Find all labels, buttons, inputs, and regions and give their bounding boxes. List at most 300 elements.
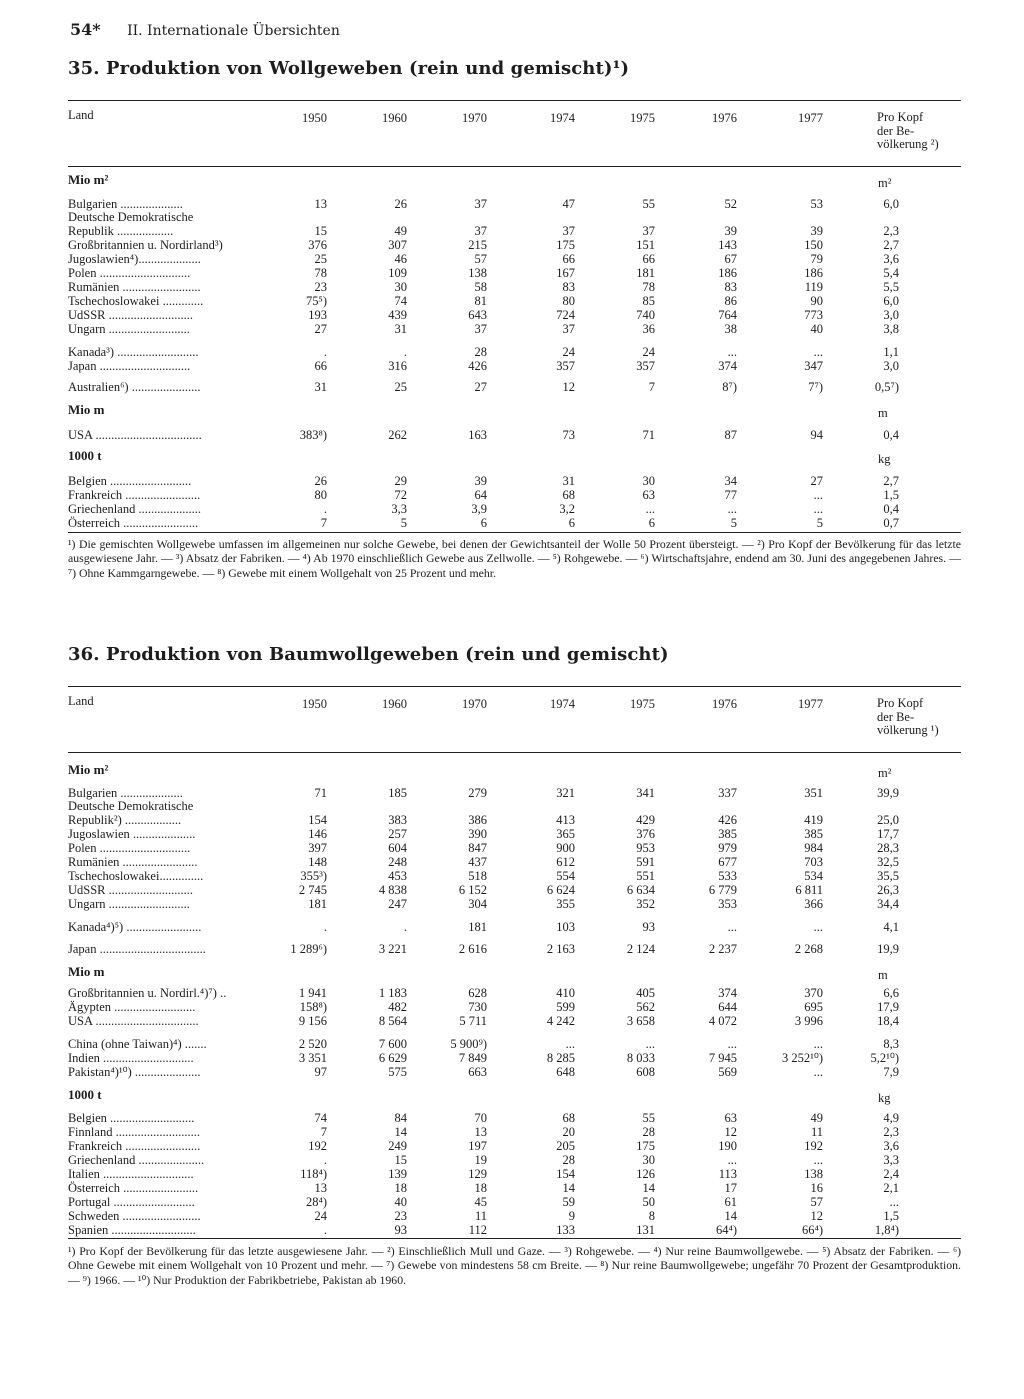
table-row [0, 799, 1024, 813]
row-value: 18,4 [877, 1014, 899, 1028]
row-value: 58 [474, 280, 487, 294]
row-value: 18 [394, 1181, 407, 1195]
row-value: 31 [314, 380, 327, 394]
row-value: 2 163 [546, 942, 575, 956]
row-land: Ägypten .......................... [68, 1000, 196, 1014]
row-value: 193 [308, 308, 327, 322]
table-row [0, 1139, 1024, 1153]
table-row [0, 266, 1024, 280]
header-pro-kopf-line: der Be- [877, 123, 915, 138]
row-value: 3 252¹⁰) [781, 1051, 823, 1065]
row-value: 3,8 [883, 322, 899, 336]
row-value: 75⁵) [305, 294, 327, 308]
row-value: 181 [308, 897, 327, 911]
unit-label: Mio m [68, 402, 105, 417]
table-row [0, 1014, 1024, 1028]
table-row [0, 308, 1024, 322]
row-value: 186 [804, 266, 823, 280]
table-row [0, 1223, 1024, 1237]
row-land: Belgien .......................... [68, 474, 192, 488]
row-land: UdSSR ........................... [68, 883, 194, 897]
row-value: ... [565, 1037, 575, 1051]
row-value: 353 [718, 897, 737, 911]
table-row [0, 345, 1024, 359]
row-value: 36 [642, 322, 655, 336]
row-value: 55 [642, 1111, 655, 1125]
row-value: 87 [724, 428, 737, 442]
row-land: Deutsche Demokratische [68, 210, 194, 224]
row-value: 376 [636, 827, 655, 841]
table-row [0, 502, 1024, 516]
row-value: 148 [308, 855, 327, 869]
row-value: 151 [636, 238, 655, 252]
row-value: 26 [314, 474, 327, 488]
row-value: 551 [636, 869, 655, 883]
row-value: 3 996 [794, 1014, 823, 1028]
row-value: 370 [804, 986, 823, 1000]
row-value: 534 [804, 869, 823, 883]
unit-label: Mio m² [68, 172, 109, 187]
row-land: Jugoslawien .................... [68, 827, 196, 841]
table-row [0, 855, 1024, 869]
row-value: 5 [400, 516, 407, 530]
table-row [0, 827, 1024, 841]
row-value: 385 [718, 827, 737, 841]
section-title: II. Internationale Übersichten [127, 23, 340, 39]
row-value: 390 [468, 827, 487, 841]
table-row [0, 883, 1024, 897]
row-value: 355³) [300, 869, 327, 883]
row-land: Republik²) .................. [68, 813, 182, 827]
row-value: 55 [642, 197, 655, 211]
row-value: 37 [474, 322, 487, 336]
row-value: 5 711 [459, 1014, 487, 1028]
row-value: 34,4 [877, 897, 899, 911]
row-land: Spanien ........................... [68, 1223, 196, 1237]
row-value: 133 [556, 1223, 575, 1237]
row-value: 321 [556, 786, 575, 800]
table-row [0, 920, 1024, 934]
unit-label: 1000 t [68, 1087, 102, 1102]
row-value: 28 [642, 1125, 655, 1139]
row-value: 7⁷) [808, 380, 823, 394]
row-value: 351 [804, 786, 823, 800]
row-value: 3,0 [883, 359, 899, 373]
row-value: 337 [718, 786, 737, 800]
header-pro-kopf-line: Pro Kopf [877, 110, 924, 124]
row-value: 3,0 [883, 308, 899, 322]
row-land: Polen ............................. [68, 266, 191, 280]
row-value: 984 [804, 841, 823, 855]
row-value: 126 [636, 1167, 655, 1181]
row-value: 5 900⁹) [450, 1037, 487, 1051]
row-value: 7 945 [708, 1051, 737, 1065]
table-row [0, 1209, 1024, 1223]
row-value: 27 [810, 474, 823, 488]
table-row [0, 1167, 1024, 1181]
unit-label-per-capita: kg [878, 1091, 891, 1105]
row-value: 413 [556, 813, 575, 827]
row-value: 341 [636, 786, 655, 800]
row-value: 740 [636, 308, 655, 322]
row-value: 2 237 [708, 942, 737, 956]
row-value: 31 [394, 322, 407, 336]
row-value: 2 520 [298, 1037, 327, 1051]
row-land: Polen ............................. [68, 841, 191, 855]
row-value: 163 [468, 428, 487, 442]
row-value: 695 [804, 1000, 823, 1014]
row-land: Bulgarien .................... [68, 786, 183, 800]
row-land: Ungarn .......................... [68, 322, 190, 336]
row-value: 23 [314, 280, 327, 294]
header-pro-kopf [877, 697, 967, 738]
row-value: 703 [804, 855, 823, 869]
header-year: 1975 [630, 111, 655, 125]
row-land: Frankreich ........................ [68, 1139, 201, 1153]
row-land: Pakistan⁴)¹⁰) ..................... [68, 1065, 201, 1079]
unit-label-per-capita: m² [878, 176, 892, 190]
table-row [0, 942, 1024, 956]
row-value: 1 941 [298, 986, 327, 1000]
row-land: USA ................................. [68, 1014, 199, 1028]
row-value: ... [889, 1195, 899, 1209]
row-value: . [403, 345, 407, 359]
row-value: 86 [724, 294, 737, 308]
row-value: 2,7 [883, 474, 899, 488]
row-value: 608 [636, 1065, 655, 1079]
row-value: 49 [810, 1111, 823, 1125]
table-row [0, 869, 1024, 883]
row-value: 59 [562, 1195, 575, 1209]
row-value: 0,7 [883, 516, 899, 530]
row-land: Griechenland ..................... [68, 1153, 205, 1167]
table-35-bottom-rule [68, 532, 961, 533]
unit-label-per-capita: m [878, 968, 888, 982]
unit-label: 1000 t [68, 448, 102, 463]
row-value: 97 [314, 1065, 327, 1079]
row-value: 14 [642, 1181, 655, 1195]
table-row [0, 1195, 1024, 1209]
row-value: 304 [468, 897, 487, 911]
row-value: 900 [556, 841, 575, 855]
row-value: 366 [804, 897, 823, 911]
row-value: 352 [636, 897, 655, 911]
row-value: 6 629 [378, 1051, 407, 1065]
row-value: 74 [314, 1111, 327, 1125]
row-value: 63 [642, 488, 655, 502]
row-value: 437 [468, 855, 487, 869]
row-value: 66 [562, 252, 575, 266]
row-value: 83 [562, 280, 575, 294]
row-value: 158⁸) [299, 1000, 327, 1014]
row-value: 12 [562, 380, 575, 394]
row-land: Kanada³) .......................... [68, 345, 199, 359]
header-year: 1950 [302, 111, 327, 125]
row-value: 5 [730, 516, 737, 530]
row-value: 175 [556, 238, 575, 252]
row-value: 138 [468, 266, 487, 280]
row-value: 19,9 [877, 942, 899, 956]
row-value: 5 [816, 516, 823, 530]
table-row [0, 428, 1024, 442]
row-value: 1,5 [883, 1209, 899, 1223]
row-value: 28,3 [877, 841, 899, 855]
row-value: 31 [562, 474, 575, 488]
row-land: Finnland ........................... [68, 1125, 200, 1139]
row-value: 93 [394, 1223, 407, 1237]
row-value: 426 [468, 359, 487, 373]
row-value: 533 [718, 869, 737, 883]
row-value: 37 [474, 224, 487, 238]
row-value: 14 [724, 1209, 737, 1223]
row-value: 6 [648, 516, 655, 530]
row-value: 0,4 [883, 428, 899, 442]
row-value: 7 849 [458, 1051, 487, 1065]
row-value: 67 [724, 252, 737, 266]
row-land: Republik .................. [68, 224, 174, 238]
row-value: 197 [468, 1139, 487, 1153]
header-year: 1950 [302, 697, 327, 711]
row-value: ... [727, 502, 737, 516]
row-value: 150 [804, 238, 823, 252]
row-value: . [323, 345, 327, 359]
row-value: ... [813, 920, 823, 934]
row-value: 15 [394, 1153, 407, 1167]
header-land: Land [68, 694, 94, 708]
row-value: 13 [314, 1181, 327, 1195]
row-value: 2 745 [298, 883, 327, 897]
row-value: 1 289⁶) [290, 942, 327, 956]
row-land: UdSSR ........................... [68, 308, 194, 322]
row-value: 154 [556, 1167, 575, 1181]
table-row [0, 210, 1024, 224]
row-value: 1,1 [883, 345, 899, 359]
unit-label-per-capita: m² [878, 766, 892, 780]
row-value: 26 [394, 197, 407, 211]
row-value: 365 [556, 827, 575, 841]
table-row [0, 516, 1024, 530]
row-value: 953 [636, 841, 655, 855]
header-year: 1974 [550, 111, 575, 125]
row-value: 2,4 [883, 1167, 899, 1181]
table-row [0, 197, 1024, 211]
row-value: 453 [388, 869, 407, 883]
header-land: Land [68, 108, 94, 122]
header-year: 1960 [382, 111, 407, 125]
row-value: 357 [636, 359, 655, 373]
row-value: 71 [642, 428, 655, 442]
row-value: 307 [388, 238, 407, 252]
row-value: 648 [556, 1065, 575, 1079]
header-pro-kopf-line: Pro Kopf [877, 696, 924, 710]
row-value: 13 [474, 1125, 487, 1139]
row-value: 2 124 [626, 942, 655, 956]
row-land: Schweden ......................... [68, 1209, 201, 1223]
row-value: 146 [308, 827, 327, 841]
table-row [0, 322, 1024, 336]
row-land: Österreich ........................ [68, 516, 199, 530]
table-36-header-rule [68, 752, 961, 753]
row-value: 24 [314, 1209, 327, 1223]
row-value: 6,0 [883, 197, 899, 211]
row-land: Tschechoslowakei.............. [68, 869, 204, 883]
row-land: China (ohne Taiwan)⁴) ....... [68, 1037, 207, 1051]
row-value: ... [645, 502, 655, 516]
header-year: 1976 [712, 111, 737, 125]
row-value: 724 [556, 308, 575, 322]
row-value: 0,4 [883, 502, 899, 516]
row-value: 30 [394, 280, 407, 294]
row-value: 569 [718, 1065, 737, 1079]
row-value: ... [727, 920, 737, 934]
row-land: Großbritannien u. Nordirland³) [68, 238, 223, 252]
row-value: 2 616 [458, 942, 487, 956]
row-value: 12 [810, 1209, 823, 1223]
row-value: 4,9 [883, 1111, 899, 1125]
row-value: 28⁴) [305, 1195, 327, 1209]
row-value: 8 564 [378, 1014, 407, 1028]
row-value: 93 [642, 920, 655, 934]
row-value: ... [813, 502, 823, 516]
row-value: 5,4 [883, 266, 899, 280]
row-land: Kanada⁴)⁵) ........................ [68, 920, 202, 934]
row-value: 2,3 [883, 1125, 899, 1139]
row-value: 143 [718, 238, 737, 252]
row-value: 37 [562, 224, 575, 238]
row-value: 14 [562, 1181, 575, 1195]
row-land: Japan .................................. [68, 942, 206, 956]
row-land: Bulgarien .................... [68, 197, 183, 211]
row-value: 73 [562, 428, 575, 442]
row-value: 71 [314, 786, 327, 800]
row-value: 46 [394, 252, 407, 266]
row-value: . [403, 920, 407, 934]
row-value: 3 221 [378, 942, 407, 956]
row-value: 9 [568, 1209, 575, 1223]
row-value: 81 [474, 294, 487, 308]
row-value: 190 [718, 1139, 737, 1153]
row-value: 129 [468, 1167, 487, 1181]
row-value: 663 [468, 1065, 487, 1079]
row-value: 27 [314, 322, 327, 336]
row-value: 591 [636, 855, 655, 869]
header-pro-kopf [877, 111, 967, 152]
row-value: 9 156 [298, 1014, 327, 1028]
row-value: 3,2 [559, 502, 575, 516]
row-value: 78 [642, 280, 655, 294]
row-value: 8 285 [546, 1051, 575, 1065]
table-row [0, 813, 1024, 827]
row-value: 45 [474, 1195, 487, 1209]
header-pro-kopf-line: der Be- [877, 709, 915, 724]
row-value: 18 [474, 1181, 487, 1195]
row-value: 383 [388, 813, 407, 827]
row-value: ... [813, 345, 823, 359]
row-value: 28 [562, 1153, 575, 1167]
table-35-title: 35. Produktion von Wollgeweben (rein und gemischt)¹) [68, 58, 630, 79]
row-value: 385 [804, 827, 823, 841]
row-value: 83 [724, 280, 737, 294]
row-land: USA .................................. [68, 428, 202, 442]
row-value: 80 [562, 294, 575, 308]
row-value: 17,7 [877, 827, 899, 841]
row-land: Ungarn .......................... [68, 897, 190, 911]
row-value: . [323, 1223, 327, 1237]
row-land: Frankreich ........................ [68, 488, 201, 502]
table-row [0, 841, 1024, 855]
row-value: 6,6 [883, 986, 899, 1000]
table-row [0, 1181, 1024, 1195]
row-value: 604 [388, 841, 407, 855]
row-value: 131 [636, 1223, 655, 1237]
row-value: 6 779 [708, 883, 737, 897]
row-value: 34 [724, 474, 737, 488]
row-value: 85 [642, 294, 655, 308]
table-35-header-rule [68, 166, 961, 167]
row-land: Portugal .......................... [68, 1195, 195, 1209]
row-value: 109 [388, 266, 407, 280]
row-value: 383⁸) [299, 428, 327, 442]
table-row [0, 359, 1024, 373]
row-value: 8⁷) [722, 380, 737, 394]
row-value: 38 [724, 322, 737, 336]
header-year: 1970 [462, 697, 487, 711]
row-value: 112 [468, 1223, 487, 1237]
row-value: 53 [810, 197, 823, 211]
row-value: 40 [394, 1195, 407, 1209]
row-value: 316 [388, 359, 407, 373]
row-value: 181 [468, 920, 487, 934]
table-35-top-rule [68, 100, 961, 101]
table-row [0, 1000, 1024, 1014]
row-value: 12 [724, 1125, 737, 1139]
row-value: 57 [474, 252, 487, 266]
row-value: 1 183 [378, 986, 407, 1000]
row-value: 5,5 [883, 280, 899, 294]
row-value: 4 838 [378, 883, 407, 897]
row-value: 386 [468, 813, 487, 827]
row-value: 119 [804, 280, 823, 294]
header-pro-kopf-line: völkerung ¹) [877, 723, 939, 737]
row-value: . [323, 920, 327, 934]
row-value: 139 [388, 1167, 407, 1181]
row-value: 35,5 [877, 869, 899, 883]
row-value: 26,3 [877, 883, 899, 897]
row-value: 7 600 [378, 1037, 407, 1051]
row-value: 40 [810, 322, 823, 336]
row-value: ... [727, 1153, 737, 1167]
row-value: 27 [474, 380, 487, 394]
unit-label: Mio m [68, 964, 105, 979]
row-value: ... [813, 1037, 823, 1051]
row-value: 355 [556, 897, 575, 911]
row-value: 13 [314, 197, 327, 211]
row-value: 29 [394, 474, 407, 488]
table-row [0, 986, 1024, 1000]
table-row [0, 474, 1024, 488]
row-value: 154 [308, 813, 327, 827]
row-value: 2,7 [883, 238, 899, 252]
row-value: 61 [724, 1195, 737, 1209]
row-value: 3,3 [883, 1153, 899, 1167]
row-value: 554 [556, 869, 575, 883]
table-row [0, 786, 1024, 800]
table-row [0, 252, 1024, 266]
row-value: 426 [718, 813, 737, 827]
row-value: 6 624 [546, 883, 575, 897]
row-value: 5,2¹⁰) [870, 1051, 899, 1065]
row-value: 17 [724, 1181, 737, 1195]
